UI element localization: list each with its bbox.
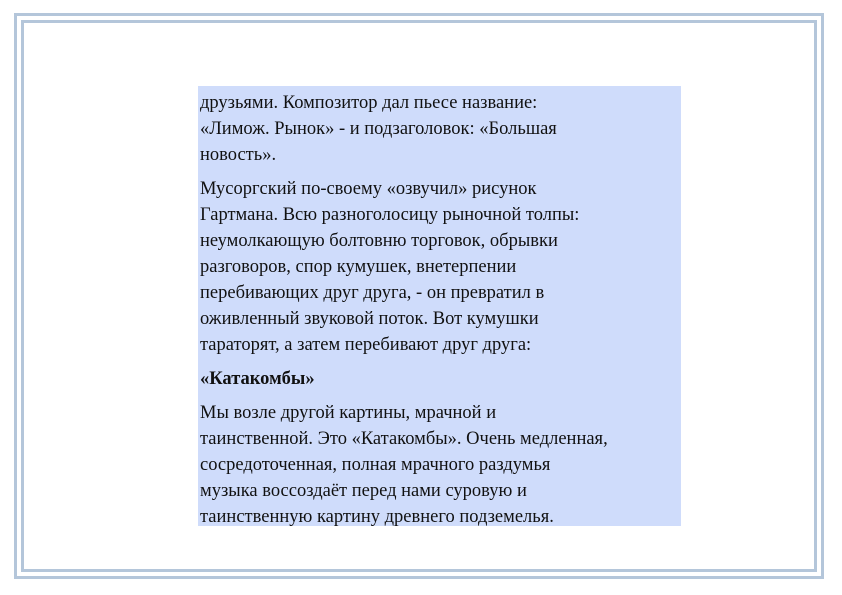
paragraph-catacombs	[200, 400, 681, 530]
text-line: таинственную картину древнего подземелья.	[200, 507, 554, 527]
text-line: сосредоточенная, полная мрачного раздумья	[200, 455, 551, 475]
text-line: разговоров, спор кумушек, внетерпении	[200, 257, 517, 277]
section-heading	[200, 366, 681, 392]
text-line: оживленный звуковой поток. Вот кумушки	[200, 309, 539, 329]
text-line: Гартмана. Всю разноголосицу рыночной толпы:	[200, 205, 580, 225]
text-line: друзьями. Композитор дал пьесе название:	[200, 93, 538, 113]
text-line: неумолкающую болтовню торговок, обрывки	[200, 231, 558, 251]
text-line: перебивающих друг друга, - он превратил в	[200, 283, 545, 303]
paragraph-mussorgsky	[200, 176, 681, 358]
paragraph-market	[200, 90, 681, 168]
text-box	[198, 86, 681, 526]
text-line: музыка воссоздаёт перед нами суровую и	[200, 481, 527, 501]
heading-text: «Катакомбы»	[200, 369, 315, 389]
text-line: «Лимож. Рынок» - и подзаголовок: «Большая	[200, 119, 557, 139]
text-line: новость».	[200, 145, 277, 165]
text-line: Мы возле другой картины, мрачной и	[200, 403, 497, 423]
text-line: таинственной. Это «Катакомбы». Очень медленная,	[200, 429, 608, 449]
text-line: Мусоргский по-своему «озвучил» рисунок	[200, 179, 537, 199]
text-line: тараторят, а затем перебивают друг друга:	[200, 335, 532, 355]
